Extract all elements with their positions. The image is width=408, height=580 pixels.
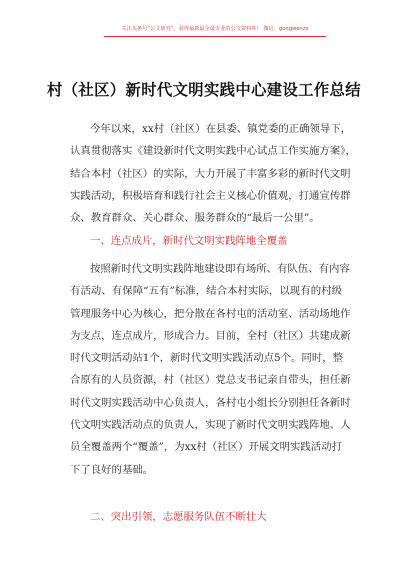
- paragraph-line: 合原有的人员资源，村（社区）党总支书记亲自带头，担任新: [70, 374, 351, 387]
- paragraph-line: 有活动、有保障“五有”标准，结合本村实际，以现有的村级: [70, 285, 342, 298]
- paragraph-line: 时代文明实践活动中心负责人，各村屯小组长分别担任各新时: [70, 396, 351, 409]
- paragraph-line: 众、教育群众、关心群众、服务群众的“最后一公里”。: [70, 212, 320, 225]
- paragraph-line: 员全覆盖两个“覆盖”，为xx村（社区）开展文明实践活动打: [70, 441, 342, 454]
- paragraph-line: 为支点，连点成片，形成合力。目前，全村（社区）共建成新: [70, 329, 351, 342]
- paragraph-section-1: [70, 258, 351, 481]
- section-heading-2: 二、突出引领，志愿服务队伍不断壮大: [90, 511, 267, 523]
- paragraph-line: 实践活动，积极培育和践行社会主义核心价值观，打通宣传群: [70, 189, 351, 202]
- paragraph-line: 下了良好的基础。: [70, 463, 154, 476]
- paragraph-line: 时代文明活动站1个，新时代文明实践活动点5个。同时，整: [70, 352, 343, 365]
- paragraph-line: 管理服务中心为核心，把分散在各村屯的活动室、活动场地作: [70, 307, 351, 320]
- header-banner: 关注头条号“公文研究”，获得最新最全最专业的公文资料库！ 微信：gongwenzx: [104, 23, 326, 37]
- paragraph-line: 代文明实践活动点的负责人，实现了新时代文明实践阵地、人: [70, 419, 351, 432]
- paragraph-intro: [70, 118, 356, 229]
- document-title: 村（社区）新时代文明实践中心建设工作总结: [47, 81, 361, 99]
- paragraph-line: 按照新时代文明实践阵地建设即有场所、有队伍、有内容: [90, 263, 350, 275]
- section-heading-1: 一、连点成片，新时代文明实践阵地全覆盖: [90, 235, 288, 247]
- paragraph-line: 今年以来，xx村（社区）在县委、镇党委的正确领导下，: [90, 123, 352, 135]
- paragraph-line: 认真贯彻落实《建设新时代文明实践中心试点工作实施方案》，: [70, 145, 356, 158]
- paragraph-line: 结合本村（社区）的实际，大力开展了丰富多彩的新时代文明: [70, 167, 351, 180]
